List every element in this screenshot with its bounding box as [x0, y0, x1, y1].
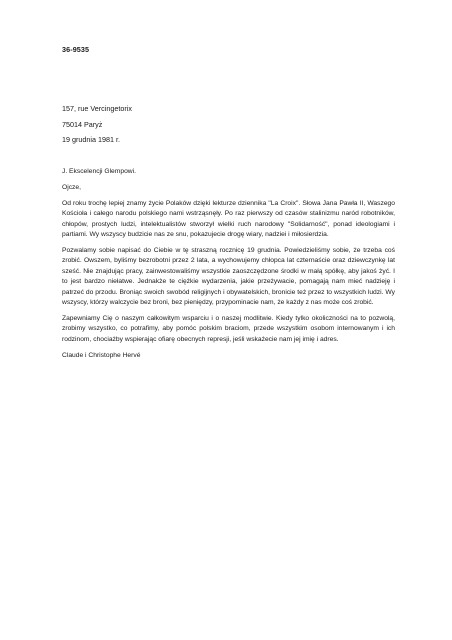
paragraph-1: Od roku trochę lepiej znamy życie Polaków dzięki lekturze dziennika "La Croix". Słowa Jana Pawła II, Waszego Kościoła i całego narodu polskiego nami wstrząsnęły. Po raz pierwszy od czasów stalinizmu naród robotników, chłopów, prostych ludzi, intelektualistów stworzył wielki ruch narodowy "Solidarność", ponad ideologiami i partiami. Wy wszyscy budzicie nas ze snu, pokazujecie drogę wiary, nadziei i miłosierdzia.: [62, 199, 395, 239]
address-city: 75014 Paryż: [62, 120, 103, 129]
letter-body: [62, 167, 395, 367]
paragraph-3: Zapewniamy Cię o naszym całkowitym wsparciu i o naszej modlitwie. Kiedy tylko okoliczności na to pozwolą, zrobimy wszystko, co potrafimy, aby pomóc polskim braciom, przede wszystkim osobom internowanym i ich rodzinom, chociażby wspierając ofiarę obecnych represji, jeśli wskażecie nam jej imię i adres.: [62, 314, 395, 343]
addressee: J. Ekscelencji Glempowi.: [62, 168, 136, 175]
reference-number: 36-9535: [62, 45, 90, 54]
salutation: Ojcze,: [62, 183, 81, 191]
letter-date: 19 grudnia 1981 r.: [62, 135, 120, 144]
paragraph-2: Pozwalamy sobie napisać do Ciebie w tę straszną rocznicę 19 grudnia. Powiedzieliśmy sobie, że trzeba coś zrobić. Owszem, byliśmy bezrobotni przez 2 lata, a wychowujemy chłopca lat czternaście oraz dziewczynkę lat sześć. Nie znajdując pracy, zainwestowaliśmy wszystkie zaoszczędzone środki w małą spółkę, aby jakoś żyć. I to jest bardzo niełatwe. Jednakże te ciężkie wydarzenia, jakie przeżywacie, pomagają nam mieć nadzieję i patrzeć do przodu. Broniąc swoich swobód religijnych i obywatelskich, bronicie też przez to wszystkich ludzi. Wy wszyscy, którzy walczycie bez broni, bez pieniędzy, przypominacie nam, że każdy z nas może coś zrobić.: [62, 246, 395, 306]
signature: Claude i Christophe Hervé: [62, 351, 141, 359]
address-street: 157, rue Vercingetorix: [62, 104, 132, 113]
